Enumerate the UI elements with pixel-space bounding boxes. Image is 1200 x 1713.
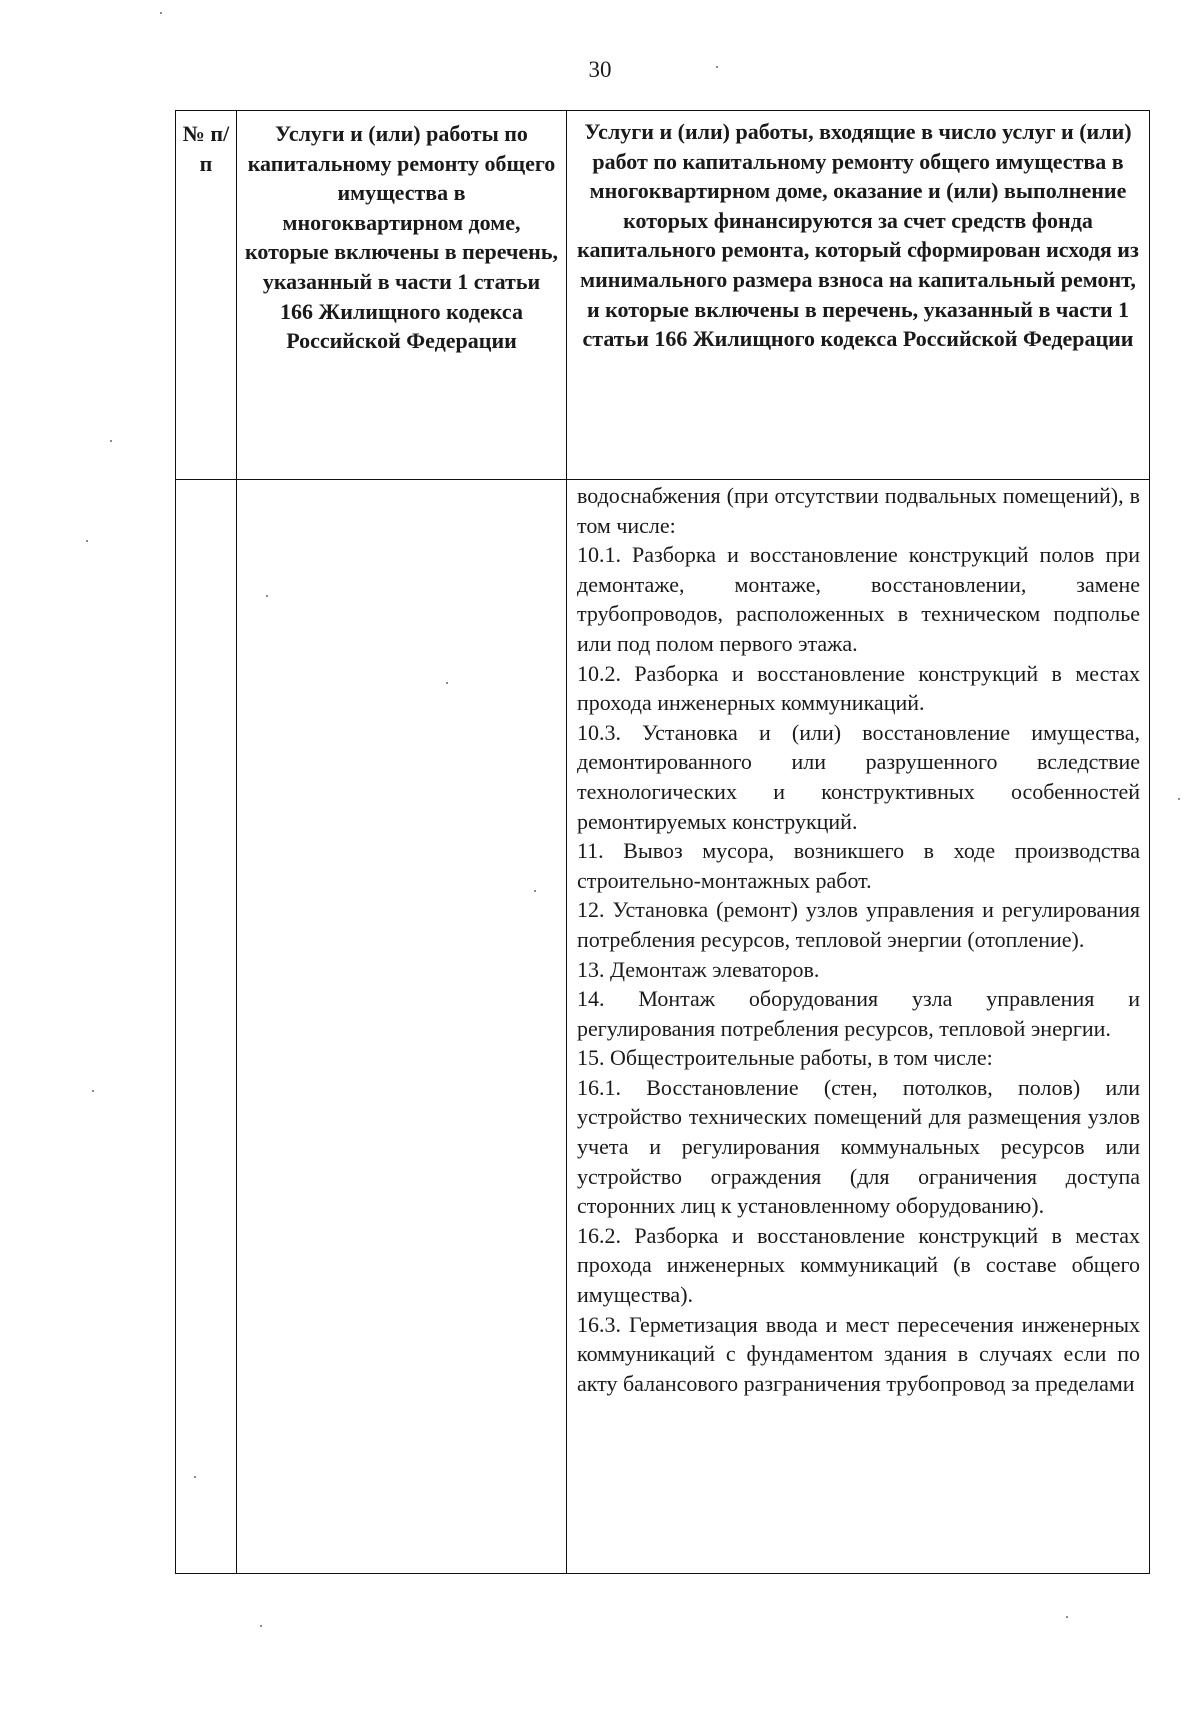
list-item: 16.1. Восстановление (стен, потолков, полов) или устройство технических помещений для размещения узлов учета и регулирования коммунальных ресурсов или устройство ограждения (для ограничения доступа сторонних лиц к установленному оборудованию). xyxy=(577,1074,1140,1219)
scan-speck xyxy=(194,1476,196,1478)
services-table xyxy=(175,110,1150,1574)
works-list xyxy=(567,480,1149,1398)
scan-speck xyxy=(86,540,88,542)
list-item: 10.2. Разборка и восстановление конструкций в местах прохода инженерных коммуникаций. xyxy=(577,660,1140,716)
scan-speck xyxy=(92,1090,94,1092)
scan-speck xyxy=(1178,798,1180,800)
scan-speck xyxy=(1066,1616,1068,1618)
list-item: 15. Общестроительные работы, в том числе: xyxy=(577,1045,993,1071)
scan-speck xyxy=(266,595,268,597)
list-item: 14. Монтаж оборудования узла управления и регулирования потребления ресурсов, тепловой энергии. xyxy=(577,986,1140,1041)
row-number-cell xyxy=(176,480,237,1574)
scan-speck xyxy=(446,682,448,684)
list-item: 16.3. Герметизация ввода и мест пересечения инженерных коммуникаций с фундаментом здания в случаях если по акту балансового разграничения трубопровод за пределами xyxy=(577,1311,1140,1396)
header-number-label: № п/п xyxy=(182,121,230,176)
list-item: 10.1. Разборка и восстановление конструкций полов при демонтаже, монтаже, восстановлении, замене трубопроводов, расположенных в техническом подполье или под полом первого этажа. xyxy=(577,542,1140,656)
row-capital-repair-cell xyxy=(237,480,567,1574)
scan-speck xyxy=(260,1625,262,1627)
page-number: 30 xyxy=(588,57,612,82)
table-row xyxy=(176,480,1150,1574)
header-number-column xyxy=(176,111,237,480)
header-capital-repair-label: Услуги и (или) работы по капитальному ремонту общего имущества в многоквартирном доме, которые включены в перечень, указанный в части 1 статьи 166 Жилищного кодекса Российской Федерации xyxy=(245,121,558,354)
header-capital-repair-column xyxy=(237,111,567,480)
scan-speck xyxy=(160,12,162,14)
scan-speck xyxy=(110,440,112,442)
scan-speck xyxy=(534,890,536,892)
table-header-row xyxy=(176,111,1150,480)
list-item: 12. Установка (ремонт) узлов управления и регулирования потребления ресурсов, тепловой энергии (отопление). xyxy=(577,897,1140,952)
row-included-works-cell xyxy=(567,480,1150,1574)
list-item: 10.3. Установка и (или) восстановление имущества, демонтированного или разрушенного вследствие технологических и конструктивных особенностей ремонтируемых конструкций. xyxy=(577,719,1140,834)
list-item: 11. Вывоз мусора, возникшего в ходе производства строительно-монтажных работ. xyxy=(577,838,1140,893)
list-item: водоснабжения (при отсутствии подвальных помещений), в том числе: xyxy=(577,483,1140,538)
list-item: 16.2. Разборка и восстановление конструкций в местах прохода инженерных коммуникаций (в составе общего имущества). xyxy=(577,1222,1140,1308)
scan-speck xyxy=(716,66,718,68)
list-item: 13. Демонтаж элеваторов. xyxy=(577,956,820,982)
header-included-works-column xyxy=(567,111,1150,480)
header-included-works-label: Услуги и (или) работы, входящие в число услуг и (или) работ по капитальному ремонту общего имущества в многоквартирном доме, оказание и (или) выполнение которых финансируются за счет средств фонда капитального ремонта, который сформирован исходя из минимального размера взноса на капитальный ремонт, и которые включены в перечень, указанный в части 1 статьи 166 Жилищного кодекса Российской Федерации xyxy=(577,119,1139,352)
